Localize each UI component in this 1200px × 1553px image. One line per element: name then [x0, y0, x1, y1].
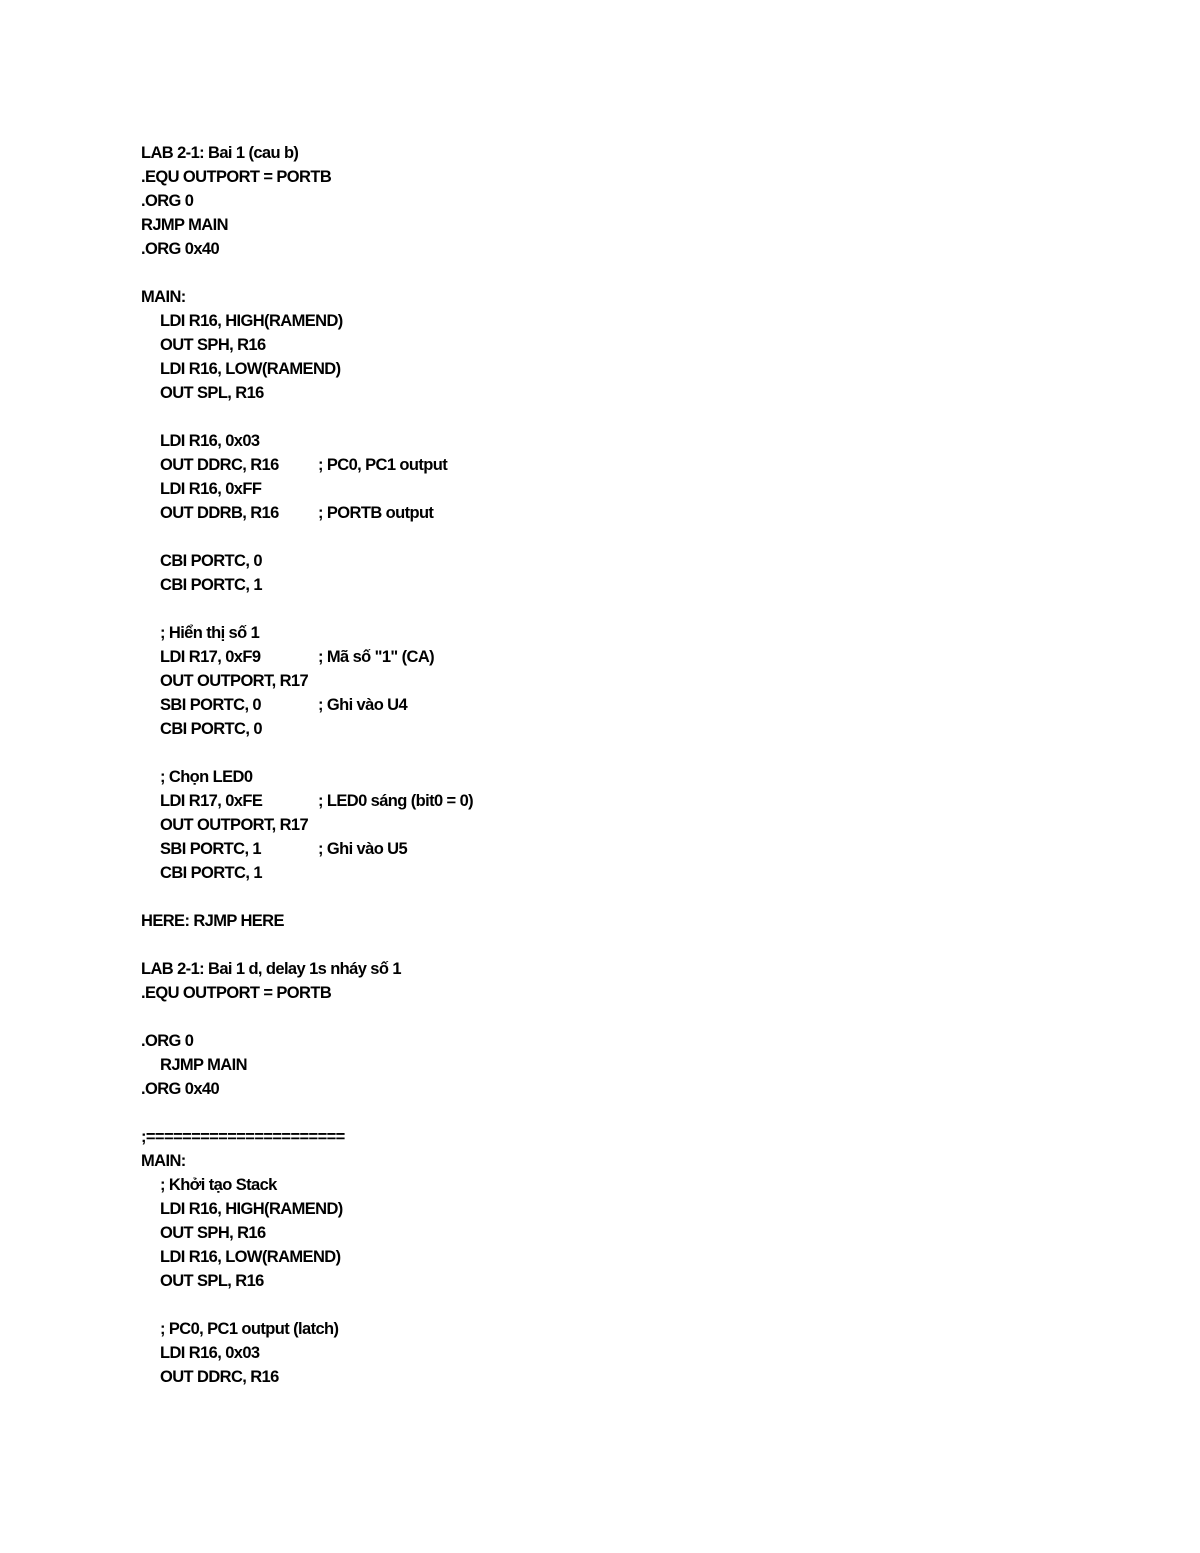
- code-text: OUT SPH, R16: [160, 1224, 266, 1242]
- code-text: MAIN:: [141, 288, 186, 306]
- code-line: [141, 1029, 1041, 1053]
- code-line: [141, 957, 1041, 981]
- code-line: [141, 141, 1041, 165]
- code-line: [141, 213, 1041, 237]
- inline-comment: ; Mã số "1" (CA): [318, 648, 435, 666]
- blank-line: [141, 1101, 1041, 1125]
- code-text: OUT OUTPORT, R17: [160, 816, 309, 834]
- code-text: LDI R16, 0xFF: [160, 480, 262, 498]
- code-text: LDI R16, HIGH(RAMEND): [160, 1200, 343, 1218]
- code-line: [141, 309, 1041, 333]
- code-text: CBI PORTC, 0: [160, 720, 262, 738]
- code-line: [141, 1053, 1041, 1077]
- code-text: LDI R17, 0xF9: [160, 648, 261, 666]
- code-text: LDI R16, 0x03: [160, 1344, 260, 1362]
- code-line: [141, 1149, 1041, 1173]
- code-text: LDI R16, LOW(RAMEND): [160, 360, 341, 378]
- code-text: LDI R17, 0xFE: [160, 792, 263, 810]
- code-line: [141, 477, 1041, 501]
- code-line: [141, 1173, 1041, 1197]
- code-line: [141, 909, 1041, 933]
- code-line: [141, 1077, 1041, 1101]
- code-text: LDI R16, HIGH(RAMEND): [160, 312, 343, 330]
- code-line: [141, 789, 1041, 813]
- code-text: CBI PORTC, 1: [160, 864, 262, 882]
- code-line: [141, 1197, 1041, 1221]
- code-line: [141, 1317, 1041, 1341]
- code-line: [141, 333, 1041, 357]
- code-text: RJMP MAIN: [141, 216, 228, 234]
- code-text: OUT OUTPORT, R17: [160, 672, 309, 690]
- blank-line: [141, 741, 1041, 765]
- code-text: .ORG 0x40: [141, 240, 220, 258]
- code-line: [141, 501, 1041, 525]
- code-text: LAB 2-1: Bai 1 (cau b): [141, 144, 299, 162]
- code-text: SBI PORTC, 0: [160, 696, 261, 714]
- code-line: [141, 645, 1041, 669]
- code-line: [141, 189, 1041, 213]
- code-text: OUT SPL, R16: [160, 1272, 264, 1290]
- code-text: CBI PORTC, 1: [160, 576, 262, 594]
- inline-comment: ; LED0 sáng (bit0 = 0): [318, 792, 474, 810]
- code-line: [141, 717, 1041, 741]
- code-line: [141, 1125, 1041, 1149]
- code-line: [141, 861, 1041, 885]
- code-text: SBI PORTC, 1: [160, 840, 261, 858]
- blank-line: [141, 933, 1041, 957]
- code-text: ; PC0, PC1 output (latch): [160, 1320, 339, 1338]
- code-text: HERE: RJMP HERE: [141, 912, 284, 930]
- code-text: .ORG 0: [141, 1032, 194, 1050]
- code-text: ; Khởi tạo Stack: [160, 1176, 277, 1194]
- code-text: .EQU OUTPORT = PORTB: [141, 984, 332, 1002]
- code-line: [141, 357, 1041, 381]
- blank-line: [141, 261, 1041, 285]
- code-text: ; Hiển thị số 1: [160, 624, 260, 642]
- code-listing: [141, 141, 1041, 1389]
- code-line: [141, 573, 1041, 597]
- code-line: [141, 429, 1041, 453]
- code-text: OUT DDRC, R16: [160, 1368, 279, 1386]
- code-text: OUT SPL, R16: [160, 384, 264, 402]
- blank-line: [141, 525, 1041, 549]
- code-text: .ORG 0x40: [141, 1080, 220, 1098]
- code-line: [141, 165, 1041, 189]
- code-line: [141, 549, 1041, 573]
- code-line: [141, 1365, 1041, 1389]
- code-line: [141, 1221, 1041, 1245]
- code-line: [141, 813, 1041, 837]
- inline-comment: ; PC0, PC1 output: [318, 456, 448, 474]
- inline-comment: ; PORTB output: [318, 504, 434, 522]
- code-text: LAB 2-1: Bai 1 d, delay 1s nháy số 1: [141, 960, 401, 978]
- code-line: [141, 237, 1041, 261]
- code-line: [141, 453, 1041, 477]
- code-text: OUT SPH, R16: [160, 336, 266, 354]
- code-text: OUT DDRC, R16: [160, 456, 279, 474]
- code-text: LDI R16, 0x03: [160, 432, 260, 450]
- blank-line: [141, 597, 1041, 621]
- inline-comment: ; Ghi vào U5: [318, 840, 408, 858]
- code-text: ; Chọn LED0: [160, 768, 253, 786]
- code-text: LDI R16, LOW(RAMEND): [160, 1248, 341, 1266]
- code-line: [141, 693, 1041, 717]
- code-line: [141, 381, 1041, 405]
- code-text: OUT DDRB, R16: [160, 504, 279, 522]
- code-line: [141, 669, 1041, 693]
- blank-line: [141, 405, 1041, 429]
- inline-comment: ; Ghi vào U4: [318, 696, 408, 714]
- code-line: [141, 981, 1041, 1005]
- code-text: MAIN:: [141, 1152, 186, 1170]
- blank-line: [141, 1005, 1041, 1029]
- code-line: [141, 1245, 1041, 1269]
- code-text: .EQU OUTPORT = PORTB: [141, 168, 332, 186]
- code-line: [141, 1269, 1041, 1293]
- code-line: [141, 1341, 1041, 1365]
- code-line: [141, 837, 1041, 861]
- code-line: [141, 621, 1041, 645]
- code-text: ;======================: [141, 1128, 345, 1146]
- code-line: [141, 765, 1041, 789]
- blank-line: [141, 885, 1041, 909]
- code-text: .ORG 0: [141, 192, 194, 210]
- blank-line: [141, 1293, 1041, 1317]
- code-text: RJMP MAIN: [160, 1056, 247, 1074]
- code-line: [141, 285, 1041, 309]
- code-text: CBI PORTC, 0: [160, 552, 262, 570]
